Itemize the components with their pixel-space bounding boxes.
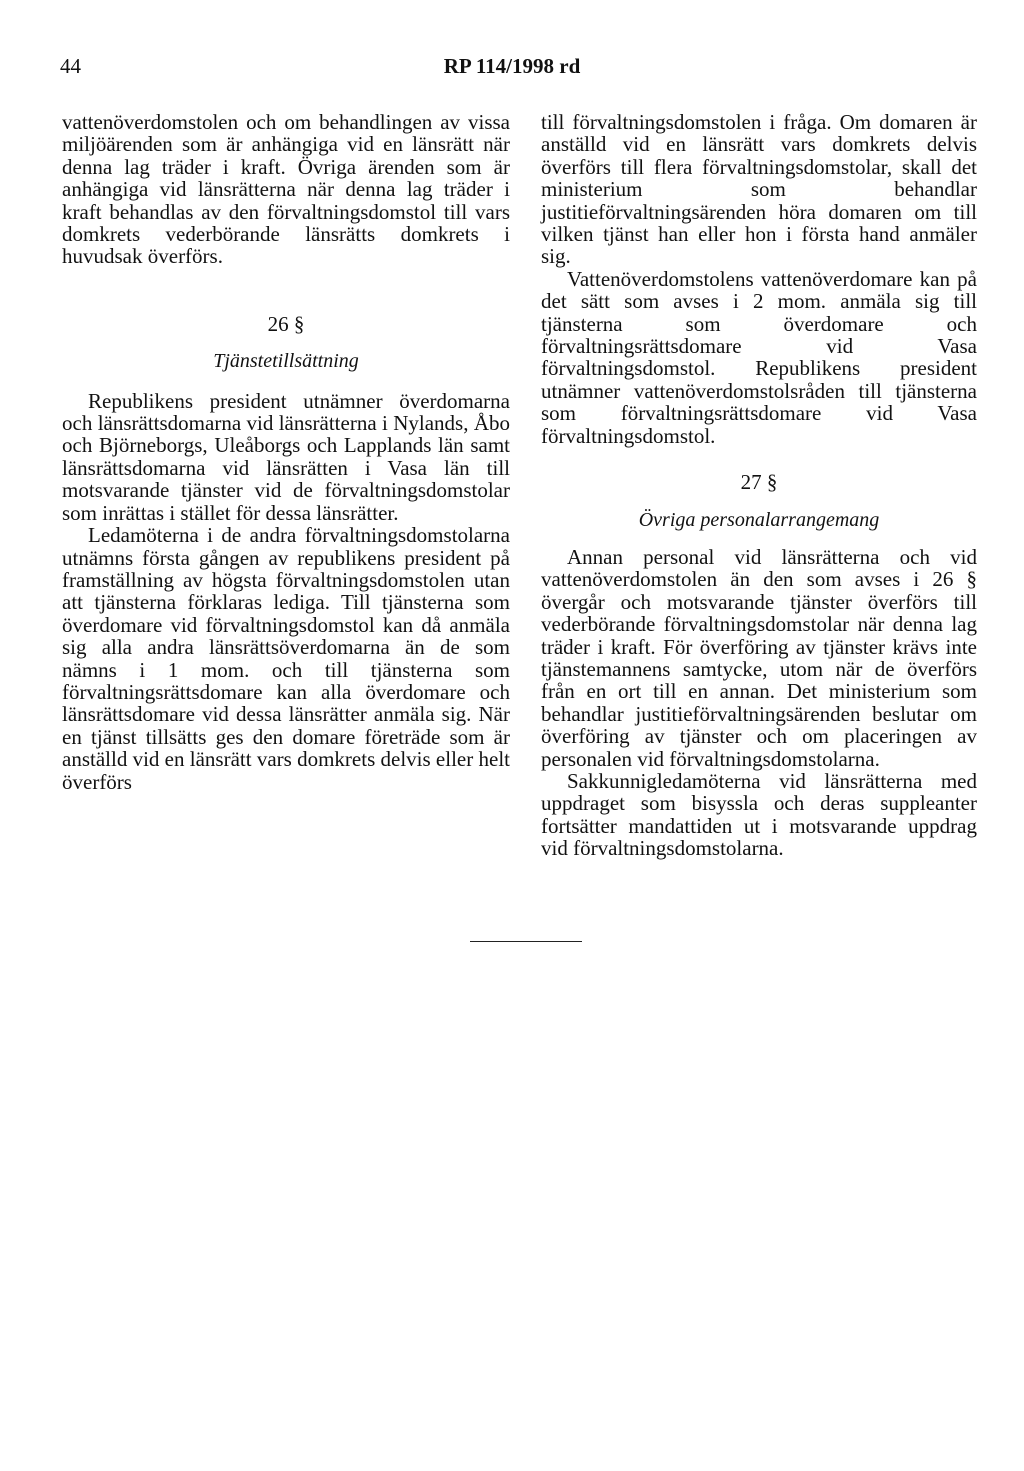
left-column bbox=[62, 111, 510, 793]
paragraph-26-2: Ledamöterna i de andra förvaltningsdomstolarna utnämns första gången av republikens president på framställning av högsta förvaltningsdomstolen utan att tjänsterna förklaras lediga. Till tjänsterna som överdomare vid förvaltningsdomstol kan då anmäla sig alla andra länsrättsöverdomarna än de som nämns i 1 mom. och till tjänsterna som förvaltningsrättsdomare kan alla överdomare och länsrättsdomare vid dessa länsrätter anmäla sig. När en tjänst tillsätts ges den domare företräde som är anställd vid en länsrätt vars domkrets delvis eller helt överförs bbox=[62, 523, 510, 794]
paragraph-26-3: Vattenöverdomstolens vattenöverdomare kan på det sätt som avses i 2 mom. anmäla sig till tjänsterna som överdomare och förvaltningsrättsdomare vid Vasa förvaltningsdomstol. Republikens president utnämner vattenöverdomstolsråden till tjänsterna som förvaltningsrättsdomare vid Vasa förvaltningsdomstol. bbox=[541, 266, 977, 448]
section-title-27: Övriga personalarrangemang bbox=[638, 508, 880, 531]
section-title-26: Tjänstetillsättning bbox=[213, 350, 359, 373]
end-rule bbox=[470, 941, 582, 942]
paragraph-continuation-right: till förvaltningsdomstolen i fråga. Om domaren är anställd vid en länsrätt vars domkrets delvis överförs till flera förvaltningsdomstolar, skall det ministerium som behandlar justitieförvaltningsärenden höra domaren om till vilken tjänst han eller hon i första hand anmäler sig. bbox=[541, 110, 977, 269]
section-number-27: 27 § bbox=[740, 470, 778, 495]
page-number: 44 bbox=[60, 54, 81, 78]
paragraph-26-1: Republikens president utnämner överdomarna och länsrättsdomarna vid länsrätterna i Nylands, Åbo och Björneborgs, Uleåborgs och Lapplands län samt länsrättsdomarna vid länsrätten i Vasa län till motsvarande tjänster vid de förvaltningsdomstolar som inrättas i stället för dessa länsrätter. bbox=[62, 388, 510, 525]
paragraph-27-1: Annan personal vid länsrätterna och vid vattenöverdomstolen än den som avses i 26 § övergår och motsvarande tjänster överförs till vederbörande förvaltningsdomstolar när denna lag träder i kraft. För överföring av tjänster krävs inte tjänstemannens samtycke, utom när de överförs från en ort till en annan. Det ministerium som behandlar justitieförvaltningsärenden beslutar om överföring av tjänster och om placeringen av personalen vid förvaltningsdomstolarna. bbox=[541, 544, 977, 771]
right-column bbox=[541, 111, 977, 860]
section-number-26: 26 § bbox=[267, 311, 305, 336]
paragraph-continuation: vattenöverdomstolen och om behandlingen av vissa miljöärenden som är anhängiga vid en länsrätt när denna lag träder i kraft. Övriga ärenden som är anhängiga vid länsrätterna när denna lag träder i kraft behandlas av den förvaltningsdomstol till vars domkrets vederbörande länsrätts domkrets i huvudsak överförs. bbox=[62, 110, 510, 269]
document-id: RP 114/1998 rd bbox=[443, 54, 581, 78]
paragraph-27-2: Sakkunnigledamöterna vid länsrätterna med uppdraget som bisyssla och deras suppleanter fortsätter mandattiden ut i motsvarande uppdrag vid förvaltningsdomstolarna. bbox=[541, 768, 977, 861]
